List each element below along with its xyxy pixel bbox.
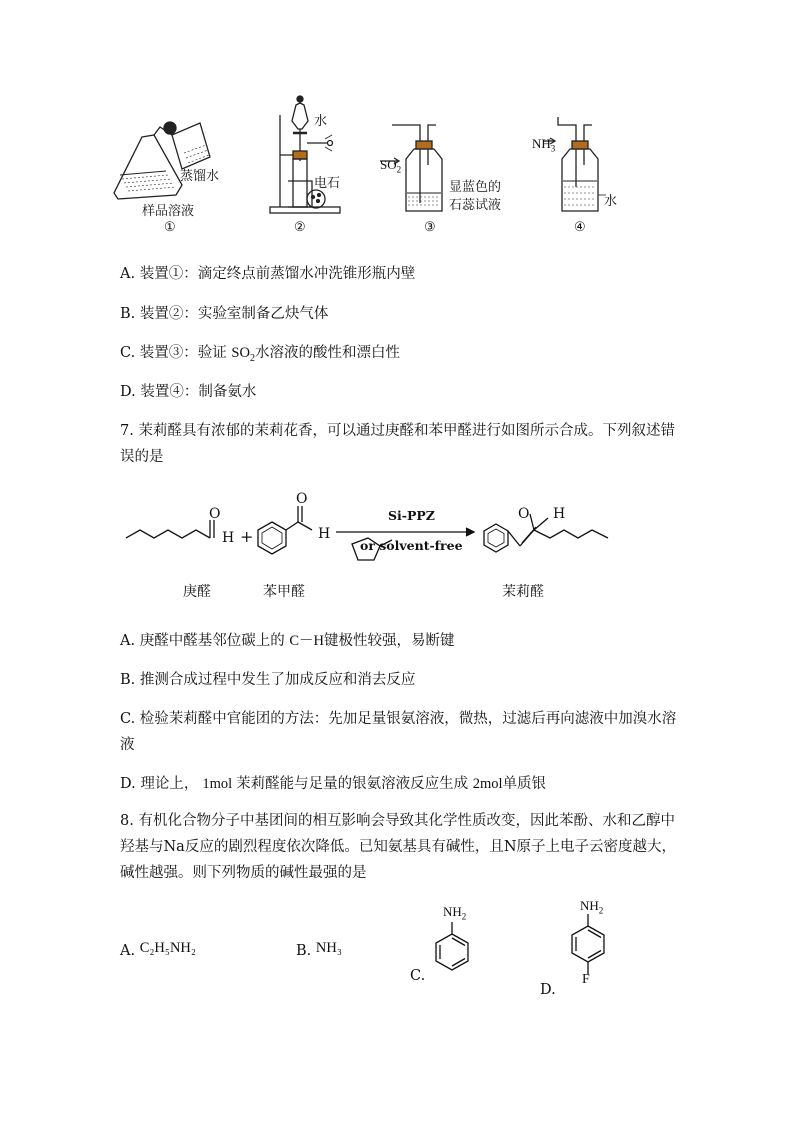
distilled-water-label: 蒸馏水 — [180, 169, 220, 184]
heptanal-oxygen: O — [209, 506, 221, 522]
apparatus-1-number: ① — [164, 220, 176, 235]
heptanal-hydrogen: H — [222, 530, 235, 546]
product-hydrogen: H — [553, 506, 566, 522]
water-label-4: 水 — [604, 194, 618, 209]
q8-stem: 8. 有机化合物分子中基团间的相互影响会导致其化学性质改变，因此苯酚、水和乙醇中羟基与Na反应的剧烈程度依次降低。已知氨基具有碱性，且N原子上电子云密度越大，碱性越强。则下列物质的碱性最强的是 — [120, 813, 677, 881]
litmus-label-line2: 石蕊试液 — [449, 198, 502, 213]
condition-label: or solvent-free — [360, 538, 463, 553]
q6-option-d[interactable]: D. 装置④：制备氨水 — [120, 384, 257, 400]
q7-option-c[interactable]: C. 检验茉莉醛中官能团的方法：先加足量银氨溶液，微热，过滤后再向滤液中加溴水溶液 — [120, 711, 677, 753]
catalyst-label: Si-PPZ — [388, 508, 435, 523]
benzaldehyde-name: 苯甲醛 — [263, 584, 305, 600]
jasminaldehyde-name: 茉莉醛 — [502, 584, 544, 600]
q8-option-d-label[interactable]: D. — [540, 982, 556, 998]
sample-solution-label: 样品溶液 — [142, 204, 195, 219]
water-label: 水 — [314, 114, 328, 129]
plus-sign: + — [240, 527, 254, 546]
q7-option-b[interactable]: B. 推测合成过程中发生了加成反应和消去反应 — [120, 672, 416, 688]
apparatus-3-number: ③ — [424, 220, 436, 235]
fluoroaniline-amino-group: $NH_2$ — [580, 898, 604, 916]
calcium-carbide-label: 电石 — [314, 176, 341, 191]
q8-option-a[interactable]: A. C₂H₅NH₂ — [120, 940, 196, 959]
nh3-gas-label: $NH_3$ — [532, 136, 556, 154]
product-oxygen: O — [518, 506, 530, 522]
q7-option-a[interactable]: A. 庚醛中醛基邻位碳上的 C－H键极性较强，易断键 — [120, 633, 455, 649]
apparatus-4-drawing — [544, 117, 606, 211]
q6-option-a[interactable]: A. 装置①：滴定终点前蒸馏水冲洗锥形瓶内壁 — [120, 266, 416, 282]
litmus-label-line1: 显蓝色的 — [449, 180, 502, 195]
q7-option-d[interactable]: D. 理论上， 1mol 茉莉醛能与足量的银氨溶液反应生成 2mol单质银 — [120, 776, 547, 792]
aniline-amino-group: $NH_2$ — [443, 904, 467, 922]
apparatus-1-drawing — [114, 122, 210, 199]
benzaldehyde-oxygen: O — [296, 491, 308, 507]
heptanal-name: 庚醛 — [183, 584, 211, 600]
q8-option-c-label[interactable]: C. — [410, 968, 426, 984]
q6-option-c[interactable]: C. 装置③：验证 $SO_2$水溶液的酸性和漂白性 — [120, 345, 400, 364]
benzaldehyde-hydrogen: H — [318, 526, 331, 542]
so2-gas-label: $SO_2$ — [380, 157, 402, 175]
fluorine-atom: F — [582, 972, 590, 987]
apparatus-2-drawing — [270, 96, 340, 213]
fluoroaniline-structure — [566, 912, 610, 980]
q8-option-b[interactable]: B. NH₃ — [296, 940, 342, 959]
q6-option-b[interactable]: B. 装置②：实验室制备乙炔气体 — [120, 306, 329, 322]
q7-stem: 7. 茉莉醛具有浓郁的茉莉花香，可以通过庚醛和苯甲醛进行如图所示合成。下列叙述错误的是 — [120, 423, 675, 465]
apparatus-4-number: ④ — [574, 220, 586, 235]
apparatus-2-number: ② — [294, 220, 306, 235]
synthesis-scheme — [118, 488, 628, 568]
aniline-structure — [430, 918, 474, 980]
